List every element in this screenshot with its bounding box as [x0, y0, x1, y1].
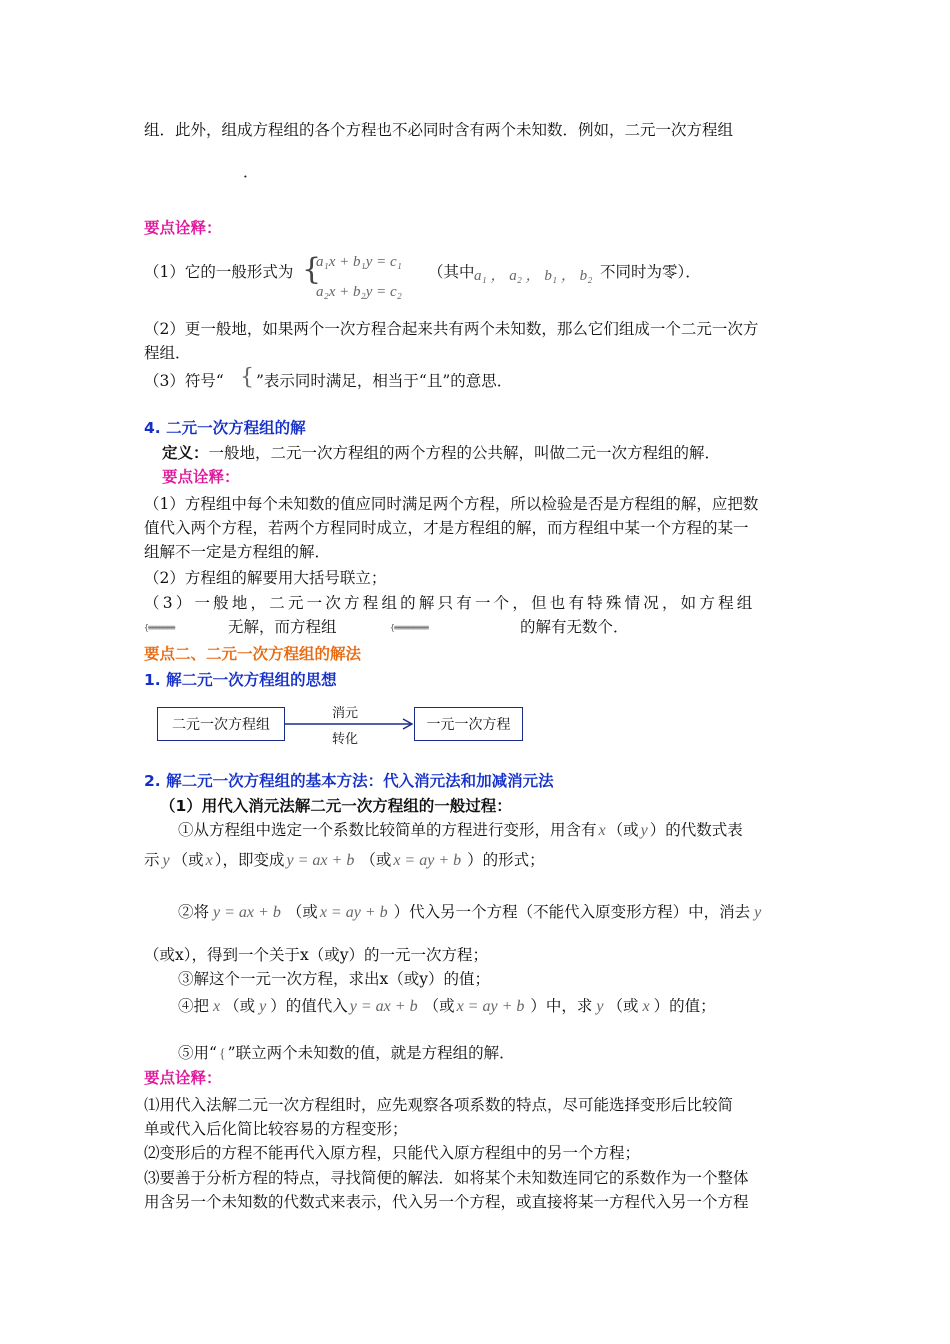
step-4-line	[178, 996, 716, 1017]
sec4-n3-line2-mid: 无解，而方程组	[228, 618, 337, 636]
part-2-heading: 要点二、二元一次方程组的解法	[144, 645, 362, 663]
step-4-g: ）的值；	[653, 997, 716, 1015]
part-2-sub-1: 1. 解二元一次方程组的思想	[144, 671, 337, 689]
step-1-text-b: （或	[607, 821, 639, 839]
general-form-row-2: a₂x + b₂y = c₂	[316, 284, 402, 300]
step-2-a: ②将	[178, 903, 210, 921]
expr-x-eq: x = ay + b	[319, 904, 388, 921]
step-5-b: ”联立两个未知数的值，就是方程组的解．	[227, 1044, 515, 1062]
sec4-n1-line2: 值代入两个方程，若两个方程同时成立，才是方程组的解，而方程组中某一个方程的某一	[144, 519, 749, 537]
expr-y-eq: y = ax + b	[213, 904, 281, 921]
step-2-b: （或	[286, 903, 318, 921]
step-4-c: ）的值代入	[270, 997, 348, 1015]
var-x: x	[213, 998, 221, 1015]
step-2-line-1	[178, 902, 761, 923]
step-1-text-c: ）的代数式表	[649, 821, 743, 839]
sec4-n2: （2）方程组的解要用大括号联立；	[144, 569, 387, 587]
step-2-c: ）代入另一个方程（不能代入原变形方程）中，消去	[393, 903, 751, 921]
var-y: y	[640, 822, 648, 839]
flow-box-left: 二元一次方程组	[157, 707, 285, 741]
definition-text: 一般地，二元一次方程组的两个方程的公共解，叫做二元一次方程组的解．	[208, 444, 721, 462]
step-1-l2-c: ），即变成	[214, 851, 285, 869]
step-1-line-1	[178, 820, 743, 841]
note-title-2: 要点诠释：	[162, 468, 240, 486]
step-3-line: ③解这个一元一次方程，求出x（或y）的值；	[178, 970, 490, 988]
step-4-d: （或	[423, 997, 455, 1015]
step-1-line-2	[144, 850, 545, 871]
note1-item2-line2: 程组．	[144, 344, 191, 362]
step-1-l2-e: ）的形式；	[467, 851, 545, 869]
flow-arrow-icon	[285, 717, 415, 731]
intro-line-1: 组．此外，组成方程组的各个方程也不必同时含有两个未知数．例如，二元一次方程组	[144, 121, 734, 139]
section-4-heading: 4. 二元一次方程组的解	[144, 419, 306, 437]
note3-p3-line2: 用含另一个未知数的代数式来表示，代入另一个方程，或直接将某一方程代入另一个方程	[144, 1193, 749, 1211]
no-solution-system: {≡≡≡≡≡≡≡	[144, 623, 175, 632]
var-y: y	[162, 852, 170, 869]
step-2-line-2: （或x），得到一个关于x（或y）的一元一次方程；	[144, 946, 488, 964]
var-y: y	[596, 998, 604, 1015]
flow-label-bottom: 转化	[332, 732, 359, 747]
expr-x-eq: x = ay + b	[393, 852, 462, 869]
step-1-l2-a: 示	[144, 851, 160, 869]
brace-symbol: {	[240, 365, 254, 390]
expr-y-eq: y = ax + b	[349, 998, 418, 1015]
note1-item1-pre: （1）它的一般形式为	[144, 263, 294, 281]
expr-x-eq: x = ay + b	[456, 998, 525, 1015]
step-1-text-a: ①从方程组中选定一个系数比较简单的方程进行变形，用含有	[178, 821, 597, 839]
note3-p1-line2: 单或代入后化简比较容易的方程变形；	[144, 1120, 408, 1138]
intro-line-2-end: ．	[243, 163, 259, 181]
flow-box-right: 一元一次方程	[414, 707, 523, 741]
step-4-b: （或	[224, 997, 256, 1015]
infinite-solution-system: {≡≡≡≡≡≡≡≡≡	[390, 623, 429, 632]
sec4-n1-line3: 组解不一定是方程组的解．	[144, 543, 331, 561]
coefficient-list: a₁ ， a₂ ， b₁ ， b₂	[474, 268, 593, 284]
part-2-sub-2-1: （1）用代入消元法解二元一次方程组的一般过程：	[160, 797, 512, 815]
var-y: y	[754, 904, 762, 921]
system-brace: {	[302, 252, 322, 287]
note1-item2-line1: （2）更一般地，如果两个一次方程合起来共有两个未知数，那么它们组成一个二元一次方	[144, 320, 759, 338]
flow-label-top: 消元	[332, 706, 359, 721]
step-4-a: ④把	[178, 997, 210, 1015]
sec4-n3-line1: （3）一般地，二元一次方程组的解只有一个，但也有特殊情况，如方程组	[144, 594, 756, 612]
definition-line	[162, 443, 720, 463]
note3-p3-line1: ⑶要善于分析方程的特点，寻找简便的解法．如将某个未知数连同它的系数作为一个整体	[144, 1169, 749, 1187]
note1-item3-post: ”表示同时满足，相当于“且”的意思．	[256, 372, 513, 390]
var-x: x	[205, 852, 213, 869]
note1-item1-mid: （其中	[428, 263, 475, 281]
note1-item1-post: 不同时为零）．	[600, 263, 701, 281]
var-y: y	[259, 998, 267, 1015]
step-4-f: （或	[607, 997, 639, 1015]
note-title-1: 要点诠释：	[144, 219, 222, 237]
step-5-a: ⑤用“	[178, 1044, 217, 1062]
var-x: x	[642, 998, 650, 1015]
note3-p1-line1: ⑴用代入法解二元一次方程组时，应先观察各项系数的特点，尽可能选择变形后比较简	[144, 1096, 734, 1114]
expr-y-eq: y = ax + b	[286, 852, 355, 869]
var-x: x	[598, 822, 606, 839]
step-1-l2-d: （或	[360, 851, 392, 869]
general-form-row-1: a₁x + b₁y = c₁	[316, 254, 402, 270]
step-1-l2-b: （或	[172, 851, 204, 869]
note1-item3-pre: （3）符号“	[144, 372, 224, 390]
step-4-e: ）中，求	[530, 997, 593, 1015]
step-5-line	[178, 1043, 515, 1065]
note-title-3: 要点诠释：	[144, 1069, 222, 1087]
definition-label: 定义：	[162, 444, 209, 462]
sec4-n3-line2-end: 的解有无数个．	[520, 618, 629, 636]
brace-symbol: {	[218, 1047, 226, 1062]
sec4-n1-line1: （1）方程组中每个未知数的值应同时满足两个方程，所以检验是否是方程组的解，应把数	[144, 495, 759, 513]
note3-p2: ⑵变形后的方程不能再代入原方程，只能代入原方程组中的另一个方程；	[144, 1144, 641, 1162]
part-2-sub-2: 2. 解二元一次方程组的基本方法：代入消元法和加减消元法	[144, 772, 554, 790]
